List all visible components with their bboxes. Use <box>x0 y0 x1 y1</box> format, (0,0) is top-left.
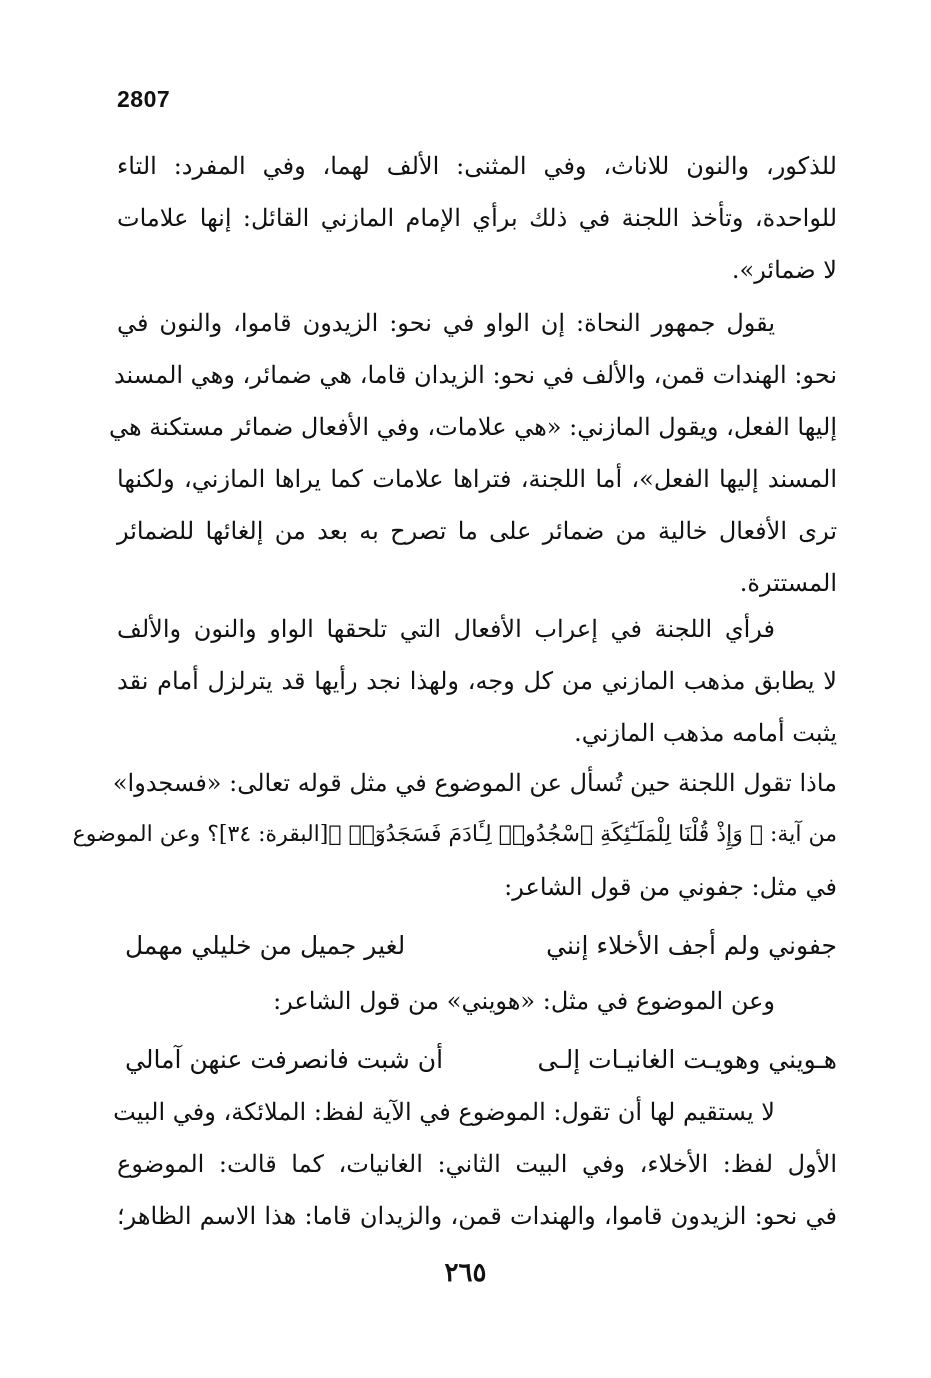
poem-verse-1 <box>117 920 837 972</box>
text-line: للذكور، والنون للاناث، وفي المثنى: الألف لهما، وفي المفرد: التاء <box>117 152 837 180</box>
text-line: يقول جمهور النحاة: إن الواو في نحو: الزيدون قاموا، والنون في <box>117 309 775 337</box>
text-line: في نحو: الزيدون قاموا، والهندات قمن، والزيدان قاما: هذا الاسم الظاهر؛ <box>117 1202 837 1230</box>
verse-second-hemistich: أن شبت فانصرفت عنهن آمالي <box>125 1045 444 1074</box>
text-line: إليها الفعل، ويقول المازني: «هي علامات، وفي الأفعال ضمائر مستكنة هي <box>108 413 837 441</box>
paragraph-3 <box>117 603 837 759</box>
text-line: فرأي اللجنة في إعراب الأفعال التي تلحقها الواو والنون والألف <box>117 615 775 643</box>
text-line-quran-verse: من آية: ﴿ وَإِذْ قُلْنَا لِلْمَلَـٰٓئِكَةِ ٱسْجُدُوا۟ لِـَٔادَمَ فَسَجَدُوٓا۟ ﴾[البقرة: ٣٤]؟ وعن الموضوع <box>72 822 837 847</box>
paragraph-4 <box>72 757 837 913</box>
text-line: المستترة. <box>739 569 837 597</box>
page-number-bottom: ٢٦٥ <box>444 1258 487 1288</box>
page-number-top: 2807 <box>117 86 171 112</box>
paragraph-2 <box>108 297 837 609</box>
text-line: في مثل: جفوني من قول الشاعر: <box>504 873 837 901</box>
verse-second-hemistich: لغير جميل من خليلي مهمل <box>125 931 406 960</box>
text-line: لا يطابق مذهب المازني من كل وجه، ولهذا نجد رأيها قد يترلزل أمام نقد <box>117 667 837 695</box>
text-line: وعن الموضوع في مثل: «هويني» من قول الشاعر: <box>273 987 775 1015</box>
paragraph-5 <box>117 975 837 1027</box>
text-line: نحو: الهندات قمن، والألف في نحو: الزيدان قاما، هي ضمائر، وهي المسند <box>113 361 837 389</box>
text-line: يثبت أمامه مذهب المازني. <box>574 719 837 747</box>
paragraph-6 <box>113 1086 837 1242</box>
verse-first-hemistich: جفوني ولم أجف الأخلاء إنني <box>546 931 837 960</box>
poem-verse-2 <box>117 1034 837 1086</box>
text-line: المسند إليها الفعل»، أما اللجنة، فتراها علامات كما يراها المازني، ولكنها <box>117 465 837 493</box>
text-line: للواحدة، وتأخذ اللجنة في ذلك برأي الإمام المازني القائل: إنها علامات <box>117 204 837 232</box>
text-line: ماذا تقول اللجنة حين تُسأل عن الموضوع في مثل قوله تعالى: «فسجدوا» <box>112 769 837 797</box>
text-line: ترى الأفعال خالية من ضمائر على ما تصرح به بعد من إلغائها للضمائر <box>117 517 837 545</box>
text-line: لا ضمائر». <box>731 256 837 284</box>
text-line: لا يستقيم لها أن تقول: الموضوع في الآية لفظ: الملائكة، وفي البيت <box>113 1098 775 1126</box>
paragraph-1 <box>117 140 837 296</box>
text-line: الأول لفظ: الأخلاء، وفي البيت الثاني: الغانيات، كما قالت: الموضوع <box>117 1150 837 1178</box>
verse-first-hemistich: هـويني وهويـت الغانيـات إلـى <box>537 1045 837 1074</box>
